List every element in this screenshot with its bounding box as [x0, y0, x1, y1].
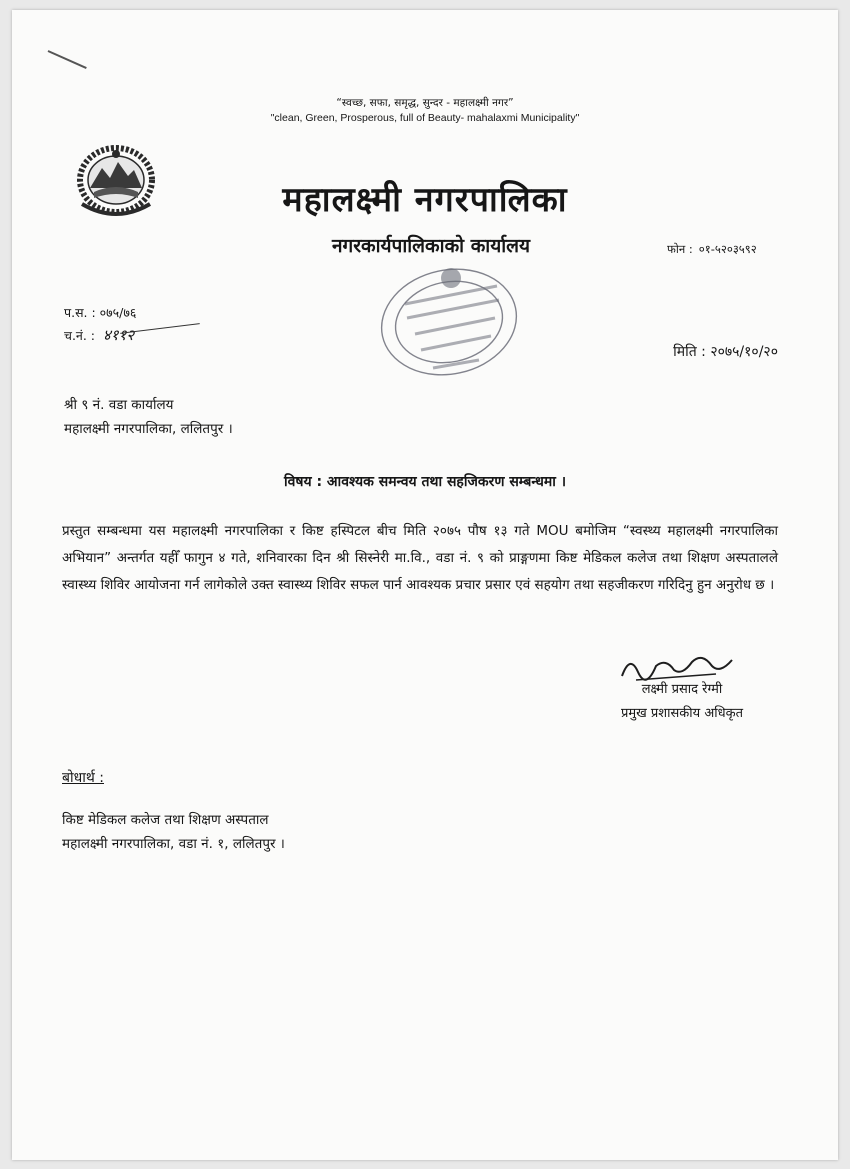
scan-mark	[48, 50, 87, 69]
recipient-line-1: श्री ९ नं. वडा कार्यालय	[64, 397, 174, 413]
cc-line-1: किष्ट मेडिकल कलेज तथा शिक्षण अस्पताल	[62, 812, 269, 828]
phone-number	[667, 242, 757, 257]
signatory-name: लक्ष्मी प्रसाद रेग्मी	[641, 682, 723, 697]
office-title: महालक्ष्मी नगरपालिका	[282, 180, 568, 220]
cc-block	[62, 808, 285, 856]
signatory-designation: प्रमुख प्रशासकीय अधिकृत	[620, 706, 744, 721]
reference-block	[64, 302, 136, 347]
cc-heading: बोधार्थ :	[62, 770, 104, 786]
letter-body: प्रस्तुत सम्बन्धमा यस महालक्ष्मी नगरपालिका र किष्ट हस्पिटल बीच मिति २०७५ पौष १३ गते MOU बमोजिम “स्वस्थ्य महालक्ष्मी नगरपालिका अभियान” अन्तर्गत यहीँ फागुन ४ गते, शनिवारका दिन श्री सिस्नेरी मा.वि., वडा नं. ९ को प्राङ्गणमा किष्ट मेडिकल कलेज तथा शिक्षण अस्पतालले स्वास्थ्य शिविर आयोजना गर्न लागेकोले उक्त स्वास्थ्य शिविर सफल पार्न आवश्यक प्रचार प्रसार एवं सहयोग तथा सहजीकरण गरिदिनु हुन अनुरोध छ ।	[62, 523, 778, 593]
recipient-address	[64, 393, 233, 441]
office-stamp	[367, 256, 532, 386]
ps-row	[64, 302, 136, 324]
cn-row	[64, 324, 136, 347]
cn-value: ४११२	[103, 326, 135, 344]
ps-label: प.स. :	[64, 305, 96, 320]
office-subtitle: नगरकार्यपालिकाको कार्यालय	[332, 235, 531, 257]
signatory-block	[592, 678, 772, 726]
cn-label: च.नं. :	[64, 328, 96, 343]
motto-english: "clean, Green, Prosperous, full of Beauty- mahalaxmi Municipality"	[270, 112, 580, 124]
recipient-line-2: महालक्ष्मी नगरपालिका, ललितपुर ।	[64, 421, 233, 437]
date-label: मिति :	[673, 344, 706, 360]
letter-page	[12, 10, 838, 1160]
letter-date	[673, 342, 778, 361]
phone-value: ०१-५२०३५९२	[698, 242, 757, 256]
date-value: २०७५/१०/२०	[710, 344, 778, 360]
letter-subject: विषय : आवश्यक समन्वय तथा सहजिकरण सम्बन्धमा ।	[283, 474, 567, 490]
ps-value: ०७५/७६	[99, 305, 137, 320]
phone-label: फोन :	[667, 242, 693, 256]
motto-nepali: “स्वच्छ, सफा, समृद्ध, सुन्दर - महालक्ष्मी नगर”	[336, 97, 514, 109]
cc-line-2: महालक्ष्मी नगरपालिका, वडा नं. १, ललितपुर ।	[62, 836, 285, 852]
